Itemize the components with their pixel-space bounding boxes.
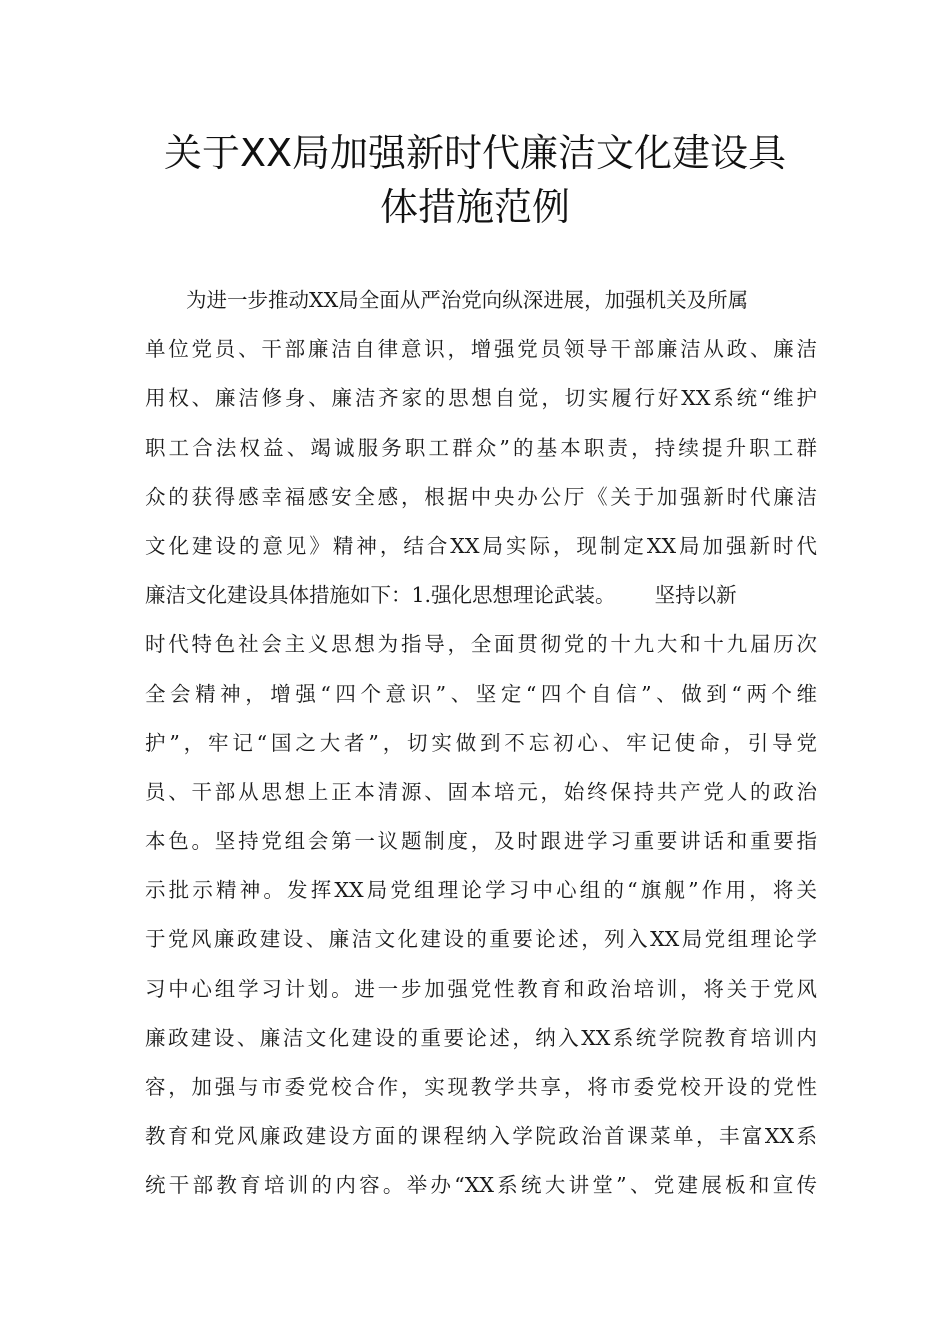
body-line: 全会精神，增强“四个意识”、坚定“四个自信”、做到“两个维 bbox=[145, 681, 817, 706]
body-line: 用权、廉洁修身、廉洁齐家的思想自觉，切实履行好XX系统“维护 bbox=[145, 386, 817, 411]
document-title bbox=[120, 126, 830, 234]
body-line: 于党风廉政建设、廉洁文化建设的重要论述，列入XX局党组理论学 bbox=[145, 927, 817, 952]
body-line: 廉洁文化建设具体措施如下：1.强化思想理论武装。 坚持以新 bbox=[145, 583, 737, 608]
body-line: 示批示精神。发挥XX局党组理论学习中心组的“旗舰”作用，将关 bbox=[145, 878, 817, 903]
body-line: 护”，牢记“国之大者”，切实做到不忘初心、牢记使命，引导党 bbox=[145, 730, 817, 755]
body-line: 本色。坚持党组会第一议题制度，及时跟进学习重要讲话和重要指 bbox=[145, 829, 817, 854]
body-line: 容，加强与市委党校合作，实现教学共享，将市委党校开设的党性 bbox=[145, 1075, 817, 1099]
body-line: 教育和党风廉政建设方面的课程纳入学院政治首课菜单，丰富XX系 bbox=[145, 1124, 817, 1149]
body-line: 众的获得感幸福感安全感，根据中央办公厅《关于加强新时代廉洁 bbox=[145, 484, 817, 509]
body-line: 职工合法权益、竭诚服务职工群众”的基本职责，持续提升职工群 bbox=[145, 435, 817, 460]
body-line: 文化建设的意见》精神，结合XX局实际，现制定XX局加强新时代 bbox=[145, 533, 817, 558]
title-line: 关于XX局加强新时代廉洁文化建设具 bbox=[163, 131, 787, 175]
body-line: 时代特色社会主义思想为指导，全面贯彻党的十九大和十九届历次 bbox=[145, 632, 817, 657]
body-line: 统干部教育培训的内容。举办“XX系统大讲堂”、党建展板和宣传 bbox=[145, 1173, 817, 1198]
document-body bbox=[145, 276, 817, 1211]
body-line: 员、干部从思想上正本清源、固本培元，始终保持共产党人的政治 bbox=[145, 779, 817, 804]
title-line: 体措施范例 bbox=[379, 185, 570, 229]
body-line: 习中心组学习计划。进一步加强党性教育和政治培训，将关于党风 bbox=[145, 976, 817, 1001]
body-line: 廉政建设、廉洁文化建设的重要论述，纳入XX系统学院教育培训内 bbox=[145, 1025, 817, 1050]
body-line: 为进一步推动XX局全面从严治党向纵深进展，加强机关及所属 bbox=[186, 288, 749, 312]
body-line: 单位党员、干部廉洁自律意识，增强党员领导干部廉洁从政、廉洁 bbox=[145, 337, 817, 362]
